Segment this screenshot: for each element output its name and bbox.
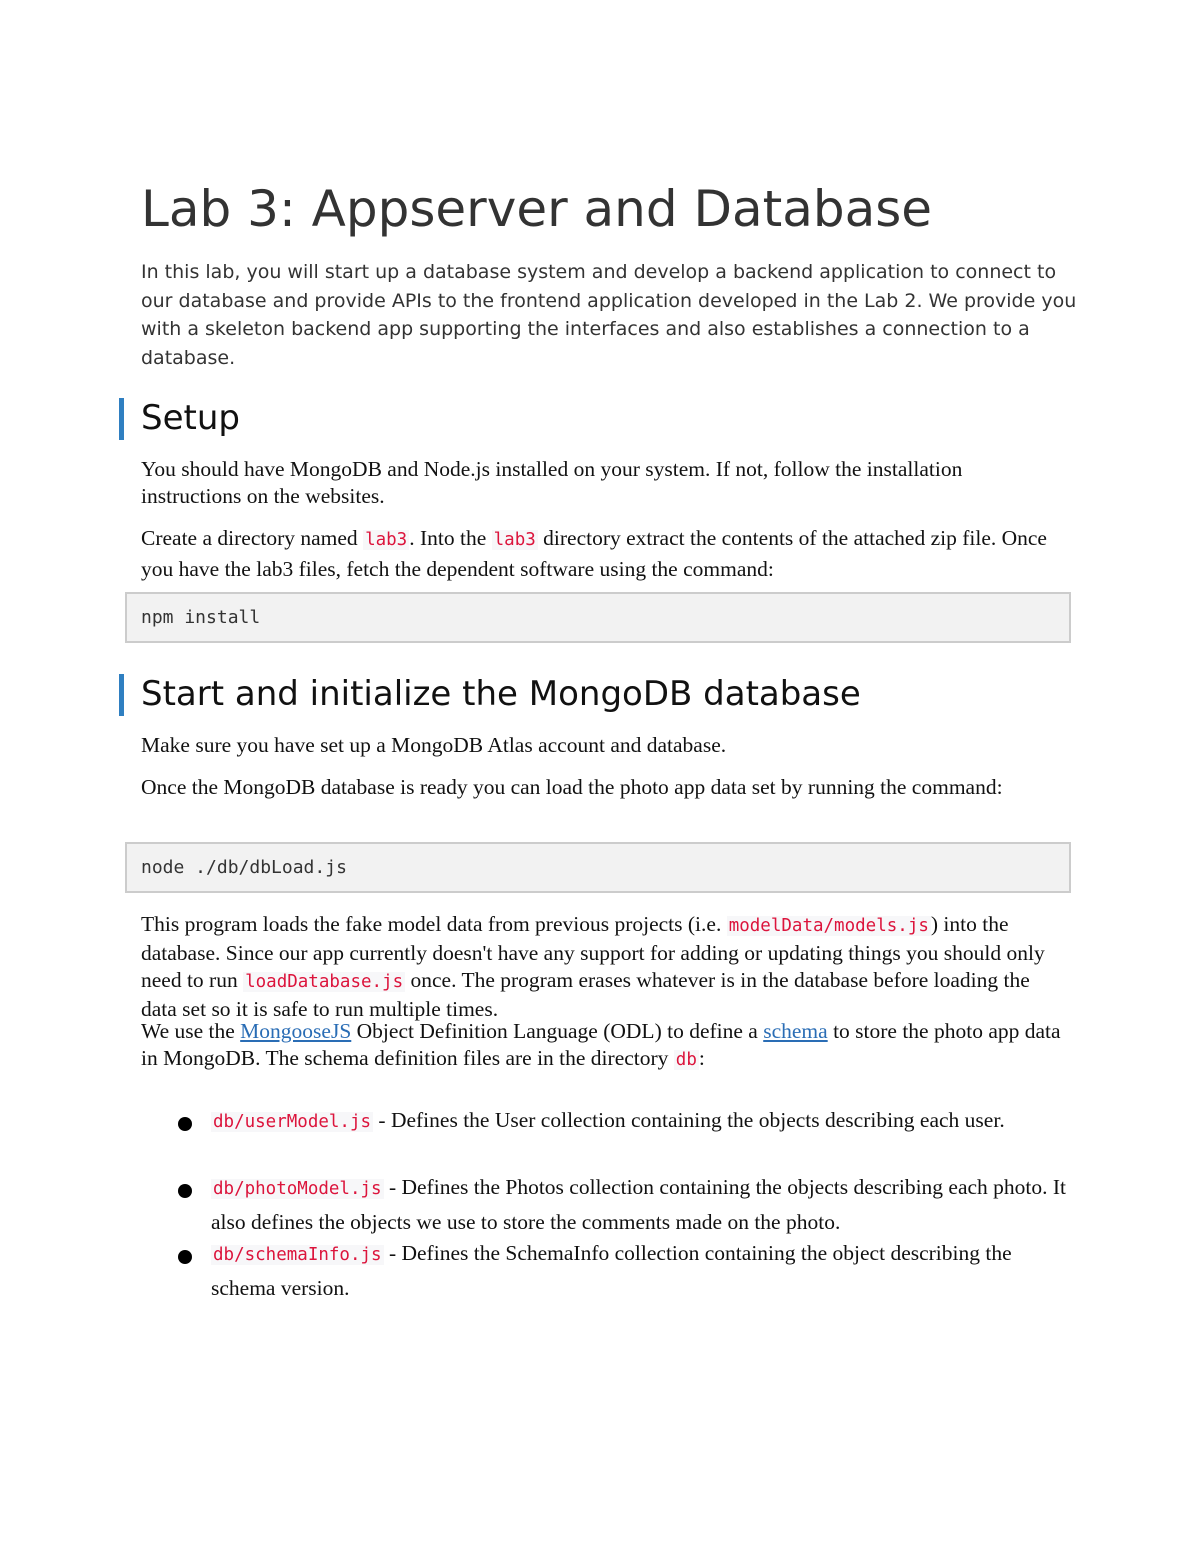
list-item <box>211 1237 1071 1305</box>
mongo-paragraph-4 <box>141 1018 1066 1074</box>
bullet-icon <box>178 1250 192 1264</box>
inline-code: loadDatabase.js <box>245 972 404 992</box>
text-run: to store the photo app data in MongoDB. The schema definition files are in the directory <box>141 1019 1061 1070</box>
text-run: This program loads the fake model data from previous projects (i.e. <box>141 912 727 936</box>
bullet-icon <box>178 1184 192 1198</box>
inline-code: lab3 <box>365 530 408 550</box>
mongoosejs-link[interactable]: MongooseJS <box>240 1019 352 1043</box>
mongo-heading: Start and initialize the MongoDB database <box>141 674 861 714</box>
text-run: : <box>698 1046 705 1070</box>
text-run: . Into the <box>409 526 492 550</box>
page-title: Lab 3: Appserver and Database <box>141 180 933 238</box>
list-item <box>211 1171 1071 1239</box>
inline-code: db/photoModel.js <box>213 1179 382 1199</box>
inline-code: db/userModel.js <box>213 1112 372 1132</box>
list-item-text: - Defines the SchemaInfo collection containing the object describing the schema version. <box>211 1241 1012 1300</box>
text-run: Object Definition Language (ODL) to define a <box>351 1019 764 1043</box>
code-text: npm install <box>141 607 261 628</box>
inline-code: db <box>675 1050 697 1070</box>
code-block-npm-install <box>125 592 1071 643</box>
intro-paragraph: In this lab, you will start up a database system and develop a backend application to connect to our database and provide APIs to the frontend application developed in the Lab 2. We provide you with a skeleton backend app supporting the interfaces and also establishes a connection to a database. <box>141 261 1077 369</box>
heading-accent-bar <box>119 398 124 440</box>
inline-code: lab3 <box>493 530 536 550</box>
bullet-icon <box>178 1117 192 1131</box>
setup-paragraph-2 <box>141 524 1066 584</box>
text-run: directory extract the contents of the attached zip file. Once you have the lab3 files, fetch the dependent software using the command: <box>141 526 1047 581</box>
schema-link[interactable]: schema <box>763 1019 828 1043</box>
code-text: node ./db/dbLoad.js <box>141 857 347 878</box>
text-run: We use the <box>141 1019 241 1043</box>
text-run: Create a directory named <box>141 526 364 550</box>
list-item-text: - Defines the Photos collection containing the objects describing each photo. It also defines the objects we use to store the comments made on the photo. <box>211 1175 1067 1234</box>
inline-code: db/schemaInfo.js <box>213 1245 382 1265</box>
setup-heading: Setup <box>141 398 240 438</box>
mongo-paragraph-2: Once the MongoDB database is ready you can load the photo app data set by running the command: <box>141 775 1003 799</box>
mongo-paragraph-3 <box>141 911 1066 1023</box>
text-run: once. The program erases whatever is in the database before loading the data set so it is safe to run multiple times. <box>141 968 1030 1021</box>
inline-code: modelData/models.js <box>728 916 929 936</box>
code-block-dbload <box>125 842 1071 893</box>
setup-paragraph-1: You should have MongoDB and Node.js installed on your system. If not, follow the installation instructions on the websites. <box>141 457 963 508</box>
list-item-text: - Defines the User collection containing the objects describing each user. <box>373 1108 1005 1132</box>
list-item <box>211 1104 1071 1139</box>
mongo-paragraph-1: Make sure you have set up a MongoDB Atlas account and database. <box>141 733 727 757</box>
heading-accent-bar <box>119 674 124 716</box>
text-run: ) into the database. Since our app currently doesn't have any support for adding or updating things you should only need to run <box>141 912 1045 992</box>
